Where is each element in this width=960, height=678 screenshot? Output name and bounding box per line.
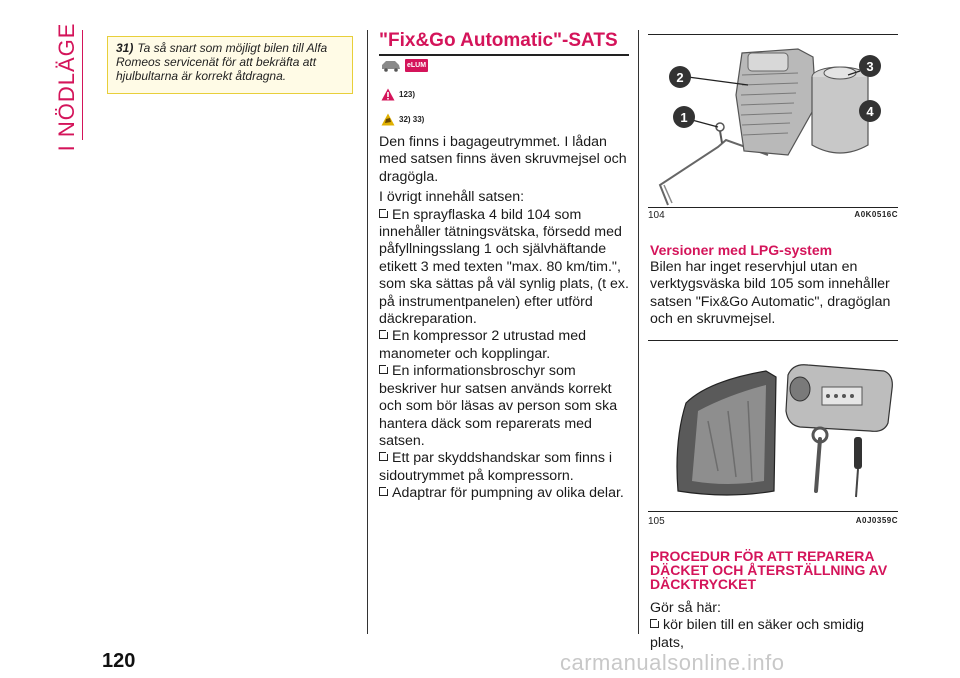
procedure-step: kör bilen till en säker och smidig plats, <box>650 617 865 651</box>
compressor-kit-illustration <box>648 35 898 207</box>
chapter-side-title: I NÖDLÄGE <box>54 22 79 152</box>
svg-text:3: 3 <box>866 59 874 74</box>
callout-4 <box>859 100 881 122</box>
car-icon <box>381 58 401 72</box>
figure-105-tool-bag <box>648 340 898 512</box>
svg-text:2: 2 <box>676 70 684 85</box>
lpg-badge: eLUM <box>405 59 428 72</box>
lpg-heading: Versioner med LPG-system <box>650 242 833 258</box>
figure-code: A0K0516C <box>854 210 898 219</box>
note-box <box>107 36 353 94</box>
procedure-lead: Gör så här: <box>650 600 721 616</box>
callout-3 <box>848 55 881 77</box>
bullet-square-icon <box>379 487 388 496</box>
warning-triangle-icon <box>381 88 395 101</box>
warning-ref-1: 123) <box>399 90 416 99</box>
column-divider-left <box>367 30 368 634</box>
watermark: carmanualsonline.info <box>560 650 785 675</box>
contents-item: Ett par skyddshandskar som finns i sidoutrymmet på kompressorn. <box>379 450 613 484</box>
bullet-square-icon <box>379 330 388 339</box>
chapter-rule <box>82 30 83 140</box>
callout-1 <box>673 106 718 128</box>
svg-text:1: 1 <box>680 110 688 125</box>
lpg-icon-row <box>381 58 428 72</box>
caution-refs: 32) 33) <box>399 115 425 124</box>
figure-104-caption <box>648 210 898 221</box>
lpg-text: Bilen har inget reservhjul utan en verktygsväska bild 105 som innehåller satsen "Fix&Go Automatic", dragöglan och en skruvmejsel. <box>650 259 891 328</box>
contents-lead: I övrigt innehåll satsen: <box>379 189 525 206</box>
figure-104-compressor-kit <box>648 34 898 208</box>
bullet-square-icon <box>379 209 388 218</box>
bullet-square-icon <box>650 619 659 628</box>
note-ref: 31) <box>116 41 134 55</box>
caution-row <box>381 113 424 126</box>
bullet-square-icon <box>379 365 388 374</box>
figure-number: 104 <box>648 210 665 221</box>
svg-text:4: 4 <box>866 104 874 119</box>
contents-item: Adaptrar för pumpning av olika delar. <box>379 485 631 502</box>
section-body <box>379 134 631 503</box>
section-title: "Fix&Go Automatic"-SATS <box>379 30 629 56</box>
figure-105-caption <box>648 516 898 527</box>
contents-item: En informationsbroschyr som beskriver hur satsen används korrekt och som bör läsas av person som ska hantera däck som reparerats med satsen. <box>379 363 618 449</box>
caution-hand-icon <box>381 113 395 126</box>
figure-code: A0J0359C <box>855 516 898 525</box>
page-number: 120 <box>102 650 136 672</box>
warning-row-1 <box>381 88 415 101</box>
intro-paragraph: Den finns i bagageutrymmet. I lådan med satsen finns även skruvmejsel och dragögla. <box>379 134 627 185</box>
procedure-heading: PROCEDUR FÖR ATT REPARERA DÄCKET OCH ÅTERSTÄLLNING AV DÄCKTRYCKET <box>650 548 888 592</box>
procedure-text <box>650 600 900 652</box>
tool-bag-illustration <box>648 341 898 511</box>
column-divider-right <box>638 30 639 634</box>
contents-item: En kompressor 2 utrustad med manometer och kopplingar. <box>379 328 586 362</box>
bullet-square-icon <box>379 452 388 461</box>
contents-item: En sprayflaska 4 bild 104 som innehåller tätningsvätska, försedd med påfyllningsslang 1 och självhäftande etikett 3 med texten "max. 80 km/tim.", som ska sättas på väl synlig plats, (t ex. på instrumentpanelen) efter utförd däckreparation. <box>379 206 629 328</box>
note-text: Ta så snart som möjligt bilen till Alfa Romeos servicenät för att bekräfta att hjulbultarna är korrekt åtdragna. <box>116 41 328 83</box>
figure-number: 105 <box>648 516 665 527</box>
callout-2 <box>669 66 748 88</box>
